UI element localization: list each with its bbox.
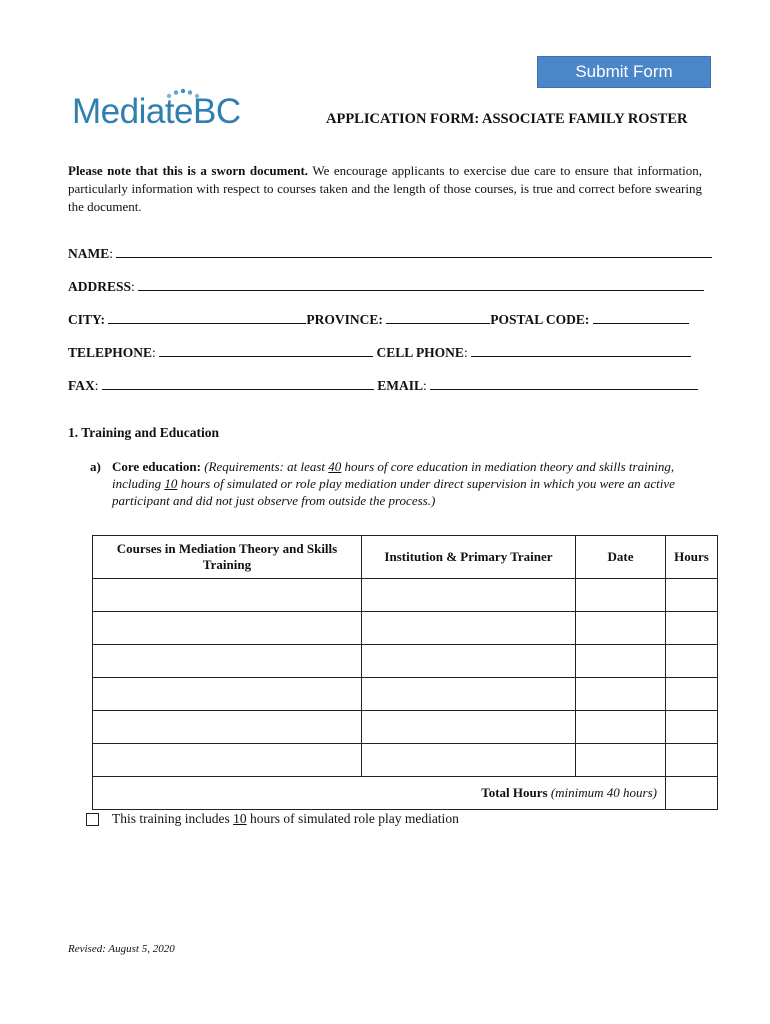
telephone-row: TELEPHONE: CELL PHONE: <box>68 343 714 361</box>
core-req-1: (Requirements: at least <box>200 459 329 474</box>
cell-phone-label: CELL PHONE <box>376 345 464 360</box>
sworn-note <box>68 162 702 216</box>
province-field[interactable] <box>386 310 490 324</box>
fax-label: FAX <box>68 378 95 393</box>
course-cell[interactable] <box>93 744 362 777</box>
core-req-2: hours of core education in mediation theory and skills training, including <box>112 459 675 491</box>
header-hours: Hours <box>666 536 718 579</box>
total-row <box>93 777 718 810</box>
table-row <box>93 612 718 645</box>
total-hours-label: Total Hours (minimum 40 hours) <box>93 777 666 810</box>
core-label: Core education: <box>112 459 201 474</box>
core-req-3: hours of simulated or role play mediation under direct supervision in which you were an active participant and did not just observe from outside the process.) <box>112 476 675 508</box>
table-row <box>93 678 718 711</box>
course-cell[interactable] <box>93 645 362 678</box>
name-field[interactable] <box>116 244 712 258</box>
course-cell[interactable] <box>93 711 362 744</box>
table-row <box>93 579 718 612</box>
core-education-block <box>90 458 715 509</box>
address-field[interactable] <box>138 277 704 291</box>
submit-form-button[interactable]: Submit Form <box>537 56 711 88</box>
institution-cell[interactable] <box>362 612 576 645</box>
simulated-training-checkbox[interactable] <box>86 813 99 826</box>
hours-cell[interactable] <box>666 678 718 711</box>
table-row <box>93 744 718 777</box>
telephone-label: TELEPHONE <box>68 345 153 360</box>
course-cell[interactable] <box>93 579 362 612</box>
table-row <box>93 711 718 744</box>
cell-phone-field[interactable] <box>471 343 691 357</box>
hours-cell[interactable] <box>666 645 718 678</box>
sworn-note-text: We encourage applicants to exercise due care to ensure that information, particularly information with respect to courses taken and the length of those courses, is true and correct before swearing the document. <box>68 163 703 214</box>
table-header-row <box>93 536 718 579</box>
logo-text: MediateBC <box>72 92 241 131</box>
courses-body <box>93 579 718 810</box>
course-cell[interactable] <box>93 612 362 645</box>
core-marker: a) <box>90 459 101 474</box>
fax-row: FAX: EMAIL: <box>68 376 714 394</box>
header-institution: Institution & Primary Trainer <box>362 536 576 579</box>
address-label: ADDRESS <box>68 279 132 294</box>
province-label: PROVINCE: <box>306 312 383 327</box>
hours-cell[interactable] <box>666 744 718 777</box>
date-cell[interactable] <box>576 579 666 612</box>
institution-cell[interactable] <box>362 579 576 612</box>
telephone-field[interactable] <box>159 343 373 357</box>
name-label: NAME <box>68 246 110 261</box>
postal-code-label: POSTAL CODE: <box>490 312 590 327</box>
courses-table <box>92 535 718 810</box>
address-row: ADDRESS: <box>68 277 714 295</box>
hours-cell[interactable] <box>666 579 718 612</box>
email-label: EMAIL <box>377 378 424 393</box>
total-hours-field[interactable] <box>666 777 718 810</box>
city-field[interactable] <box>108 310 306 324</box>
fax-field[interactable] <box>102 376 374 390</box>
date-cell[interactable] <box>576 744 666 777</box>
table-row <box>93 645 718 678</box>
sworn-note-bold: Please note that this is a sworn document. <box>68 163 309 178</box>
simulated-training-row <box>86 811 459 827</box>
core-req-sim-hours: 10 <box>164 476 178 491</box>
header-courses: Courses in Mediation Theory and Skills Training <box>93 536 362 579</box>
institution-cell[interactable] <box>362 744 576 777</box>
date-cell[interactable] <box>576 678 666 711</box>
form-title: APPLICATION FORM: ASSOCIATE FAMILY ROSTER <box>326 111 688 127</box>
hours-cell[interactable] <box>666 612 718 645</box>
city-label: CITY: <box>68 312 106 327</box>
postal-code-field[interactable] <box>593 310 689 324</box>
core-req-hours: 40 <box>328 459 342 474</box>
name-row: NAME: <box>68 244 714 262</box>
revised-date: Revised: August 5, 2020 <box>68 943 175 955</box>
date-cell[interactable] <box>576 645 666 678</box>
city-row <box>68 310 714 328</box>
date-cell[interactable] <box>576 711 666 744</box>
email-field[interactable] <box>430 376 698 390</box>
institution-cell[interactable] <box>362 711 576 744</box>
date-cell[interactable] <box>576 612 666 645</box>
institution-cell[interactable] <box>362 645 576 678</box>
course-cell[interactable] <box>93 678 362 711</box>
mediatebc-logo <box>72 88 244 134</box>
hours-cell[interactable] <box>666 711 718 744</box>
institution-cell[interactable] <box>362 678 576 711</box>
checkbox-label: This training includes 10 hours of simulated role play mediation <box>112 811 459 826</box>
header-date: Date <box>576 536 666 579</box>
section-title: 1. Training and Education <box>68 425 220 440</box>
core-body <box>112 458 715 509</box>
